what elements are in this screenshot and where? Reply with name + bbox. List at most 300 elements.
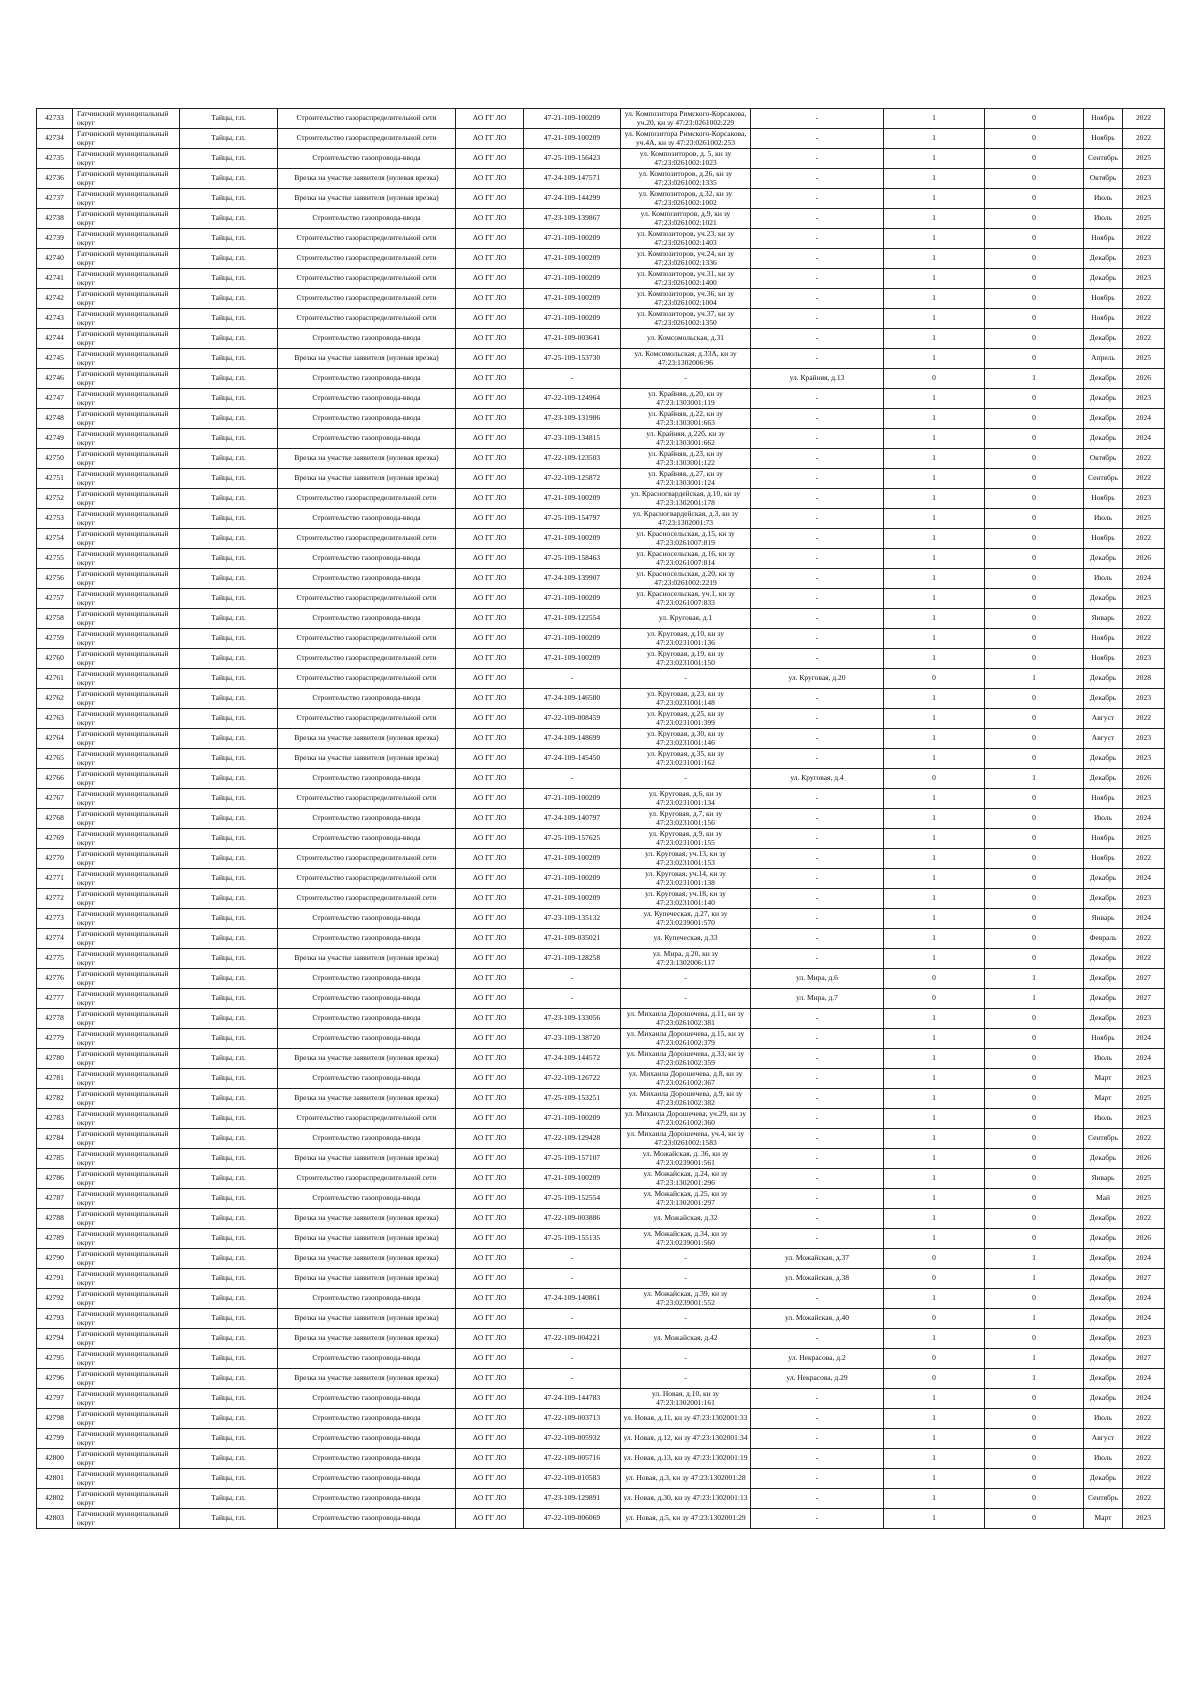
work-type-cell: Строительство газопровода-ввода [278, 329, 456, 349]
row-id-cell: 42741 [37, 269, 73, 289]
count-cell: 1 [884, 1289, 985, 1309]
planned-address-cell: - [751, 889, 884, 909]
planned-count-cell: 0 [985, 1329, 1084, 1349]
organization-cell: АО ГГ ЛО [456, 1029, 524, 1049]
address-cell: ул. Михаила Дорошечева, д.9, кн зу 47:23:0261002:382 [621, 1089, 751, 1109]
planned-address-cell: - [751, 389, 884, 409]
settlement-cell: Тайцы, г.п. [180, 189, 278, 209]
settlement-cell: Тайцы, г.п. [180, 1229, 278, 1249]
settlement-cell: Тайцы, г.п. [180, 1309, 278, 1329]
work-type-cell: Строительство газопровода-ввода [278, 609, 456, 629]
month-cell: Март [1084, 1509, 1123, 1529]
district-cell: Гатчинский муниципальный округ [73, 189, 180, 209]
count-cell: 1 [884, 1029, 985, 1049]
work-type-cell: Строительство газопровода-ввода [278, 429, 456, 449]
tech-conditions-cell: 47-24-109-144572 [524, 1049, 621, 1069]
table-row [37, 149, 1165, 169]
planned-address-cell: - [751, 1489, 884, 1509]
table-row [37, 1469, 1165, 1489]
table-row [37, 429, 1165, 449]
tech-conditions-cell: 47-21-109-100209 [524, 309, 621, 329]
year-cell: 2022 [1123, 1409, 1165, 1429]
work-type-cell: Строительство газораспределительной сети [278, 849, 456, 869]
row-id-cell: 42750 [37, 449, 73, 469]
planned-address-cell: ул. Можайская, д.40 [751, 1309, 884, 1329]
row-id-cell: 42760 [37, 649, 73, 669]
year-cell: 2026 [1123, 769, 1165, 789]
row-id-cell: 42758 [37, 609, 73, 629]
month-cell: Июль [1084, 1409, 1123, 1429]
planned-address-cell: - [751, 929, 884, 949]
month-cell: Декабрь [1084, 1469, 1123, 1489]
month-cell: Декабрь [1084, 1269, 1123, 1289]
address-cell: ул. Круговая, уч.13, кн зу 47:23:0231001:153 [621, 849, 751, 869]
work-type-cell: Строительство газопровода-ввода [278, 369, 456, 389]
settlement-cell: Тайцы, г.п. [180, 669, 278, 689]
planned-count-cell: 0 [985, 829, 1084, 849]
address-cell: ул. Комсомольская, д.31 [621, 329, 751, 349]
address-cell: ул. Красногвардейская, д.3, кн зу 47:23:1302001:73 [621, 509, 751, 529]
year-cell: 2022 [1123, 1129, 1165, 1149]
row-id-cell: 42783 [37, 1109, 73, 1129]
work-type-cell: Строительство газопровода-ввода [278, 509, 456, 529]
year-cell: 2023 [1123, 689, 1165, 709]
row-id-cell: 42747 [37, 389, 73, 409]
address-cell: ул. Михаила Дорошечева, д.11, кн зу 47:23:0261002:381 [621, 1009, 751, 1029]
organization-cell: АО ГГ ЛО [456, 169, 524, 189]
tech-conditions-cell: 47-24-109-144299 [524, 189, 621, 209]
table-row [37, 349, 1165, 369]
planned-address-cell: ул. Круговая, д.4 [751, 769, 884, 789]
organization-cell: АО ГГ ЛО [456, 1229, 524, 1249]
tech-conditions-cell: 47-24-109-147571 [524, 169, 621, 189]
organization-cell: АО ГГ ЛО [456, 789, 524, 809]
month-cell: Ноябрь [1084, 309, 1123, 329]
planned-address-cell: ул. Некрасова, д.29 [751, 1369, 884, 1389]
table-row [37, 509, 1165, 529]
planned-count-cell: 0 [985, 529, 1084, 549]
year-cell: 2022 [1123, 289, 1165, 309]
tech-conditions-cell: 47-25-109-156423 [524, 149, 621, 169]
table-row [37, 609, 1165, 629]
settlement-cell: Тайцы, г.п. [180, 789, 278, 809]
tech-conditions-cell: 47-21-109-100209 [524, 629, 621, 649]
count-cell: 1 [884, 529, 985, 549]
organization-cell: АО ГГ ЛО [456, 1249, 524, 1269]
planned-count-cell: 0 [985, 1029, 1084, 1049]
month-cell: Сентябрь [1084, 149, 1123, 169]
district-cell: Гатчинский муниципальный округ [73, 889, 180, 909]
tech-conditions-cell: 47-25-109-153730 [524, 349, 621, 369]
planned-address-cell: ул. Можайская, д.38 [751, 1269, 884, 1289]
district-cell: Гатчинский муниципальный округ [73, 129, 180, 149]
row-id-cell: 42803 [37, 1509, 73, 1529]
tech-conditions-cell: 47-22-109-003886 [524, 1209, 621, 1229]
tech-conditions-cell: 47-25-109-155135 [524, 1229, 621, 1249]
work-type-cell: Строительство газопровода-ввода [278, 689, 456, 709]
year-cell: 2026 [1123, 1229, 1165, 1249]
organization-cell: АО ГГ ЛО [456, 569, 524, 589]
count-cell: 1 [884, 709, 985, 729]
settlement-cell: Тайцы, г.п. [180, 1329, 278, 1349]
count-cell: 1 [884, 349, 985, 369]
year-cell: 2024 [1123, 1289, 1165, 1309]
count-cell: 1 [884, 949, 985, 969]
month-cell: Август [1084, 1429, 1123, 1449]
settlement-cell: Тайцы, г.п. [180, 729, 278, 749]
work-type-cell: Строительство газораспределительной сети [278, 649, 456, 669]
tech-conditions-cell: 47-22-109-006069 [524, 1509, 621, 1529]
tech-conditions-cell: 47-22-109-010583 [524, 1469, 621, 1489]
month-cell: Декабрь [1084, 549, 1123, 569]
district-cell: Гатчинский муниципальный округ [73, 729, 180, 749]
count-cell: 1 [884, 1149, 985, 1169]
settlement-cell: Тайцы, г.п. [180, 129, 278, 149]
settlement-cell: Тайцы, г.п. [180, 529, 278, 549]
planned-count-cell: 0 [985, 229, 1084, 249]
count-cell: 1 [884, 1189, 985, 1209]
work-type-cell: Строительство газопровода-ввода [278, 1409, 456, 1429]
tech-conditions-cell: 47-24-109-148699 [524, 729, 621, 749]
count-cell: 1 [884, 109, 985, 129]
organization-cell: АО ГГ ЛО [456, 209, 524, 229]
table-row [37, 829, 1165, 849]
address-cell: ул. Можайская, д.24, кн зу 47:23:1302001:296 [621, 1169, 751, 1189]
address-cell: ул. Михаила Дорошечева, уч.29, кн зу 47:23:0261002:360 [621, 1109, 751, 1129]
address-cell: - [621, 1309, 751, 1329]
settlement-cell: Тайцы, г.п. [180, 1129, 278, 1149]
address-cell: ул. Красносельская, д.20, кн зу 47:23:0261002:2219 [621, 569, 751, 589]
organization-cell: АО ГГ ЛО [456, 249, 524, 269]
settlement-cell: Тайцы, г.п. [180, 1409, 278, 1429]
month-cell: Август [1084, 729, 1123, 749]
organization-cell: АО ГГ ЛО [456, 409, 524, 429]
year-cell: 2025 [1123, 1189, 1165, 1209]
year-cell: 2023 [1123, 1069, 1165, 1089]
month-cell: Декабрь [1084, 1289, 1123, 1309]
district-cell: Гатчинский муниципальный округ [73, 529, 180, 549]
settlement-cell: Тайцы, г.п. [180, 869, 278, 889]
planned-address-cell: - [751, 909, 884, 929]
planned-address-cell: - [751, 489, 884, 509]
year-cell: 2022 [1123, 109, 1165, 129]
planned-address-cell: - [751, 1329, 884, 1349]
settlement-cell: Тайцы, г.п. [180, 1029, 278, 1049]
settlement-cell: Тайцы, г.п. [180, 569, 278, 589]
row-id-cell: 42754 [37, 529, 73, 549]
tech-conditions-cell: 47-21-109-035021 [524, 929, 621, 949]
planned-address-cell: - [751, 429, 884, 449]
tech-conditions-cell: 47-25-109-152554 [524, 1189, 621, 1209]
address-cell: ул. Композитора Римского-Корсакова, уч.20, кн зу 47:23:0261002:229 [621, 109, 751, 129]
organization-cell: АО ГГ ЛО [456, 529, 524, 549]
table-row [37, 449, 1165, 469]
address-cell: ул. Михаила Дорошечева, д.8, кн зу 47:23:0261002:367 [621, 1069, 751, 1089]
row-id-cell: 42778 [37, 1009, 73, 1029]
planned-address-cell: - [751, 329, 884, 349]
row-id-cell: 42775 [37, 949, 73, 969]
row-id-cell: 42795 [37, 1349, 73, 1369]
year-cell: 2022 [1123, 329, 1165, 349]
organization-cell: АО ГГ ЛО [456, 1389, 524, 1409]
tech-conditions-cell: - [524, 1249, 621, 1269]
district-cell: Гатчинский муниципальный округ [73, 149, 180, 169]
tech-conditions-cell: 47-21-109-003641 [524, 329, 621, 349]
year-cell: 2027 [1123, 1349, 1165, 1369]
work-type-cell: Строительство газораспределительной сети [278, 869, 456, 889]
month-cell: Ноябрь [1084, 289, 1123, 309]
table-row [37, 729, 1165, 749]
month-cell: Декабрь [1084, 889, 1123, 909]
work-type-cell: Строительство газопровода-ввода [278, 809, 456, 829]
work-type-cell: Строительство газопровода-ввода [278, 1129, 456, 1149]
month-cell: Декабрь [1084, 949, 1123, 969]
row-id-cell: 42764 [37, 729, 73, 749]
planned-address-cell: - [751, 949, 884, 969]
planned-count-cell: 1 [985, 1309, 1084, 1329]
row-id-cell: 42757 [37, 589, 73, 609]
organization-cell: АО ГГ ЛО [456, 289, 524, 309]
year-cell: 2024 [1123, 429, 1165, 449]
row-id-cell: 42785 [37, 1149, 73, 1169]
row-id-cell: 42779 [37, 1029, 73, 1049]
address-cell: - [621, 1269, 751, 1289]
year-cell: 2024 [1123, 1049, 1165, 1069]
planned-count-cell: 0 [985, 1069, 1084, 1089]
planned-count-cell: 0 [985, 609, 1084, 629]
work-type-cell: Строительство газораспределительной сети [278, 229, 456, 249]
settlement-cell: Тайцы, г.п. [180, 209, 278, 229]
organization-cell: АО ГГ ЛО [456, 1169, 524, 1189]
planned-address-cell: - [751, 1189, 884, 1209]
table-row [37, 889, 1165, 909]
month-cell: Июль [1084, 1449, 1123, 1469]
count-cell: 1 [884, 909, 985, 929]
table-row [37, 769, 1165, 789]
count-cell: 1 [884, 1209, 985, 1229]
district-cell: Гатчинский муниципальный округ [73, 409, 180, 429]
month-cell: Декабрь [1084, 589, 1123, 609]
row-id-cell: 42752 [37, 489, 73, 509]
year-cell: 2022 [1123, 309, 1165, 329]
count-cell: 1 [884, 1469, 985, 1489]
address-cell: ул. Можайская, д.25, кн зу 47:23:1302001:297 [621, 1189, 751, 1209]
count-cell: 0 [884, 1309, 985, 1329]
organization-cell: АО ГГ ЛО [456, 1429, 524, 1449]
tech-conditions-cell: 47-21-109-100209 [524, 789, 621, 809]
tech-conditions-cell: 47-21-109-100209 [524, 869, 621, 889]
organization-cell: АО ГГ ЛО [456, 1489, 524, 1509]
organization-cell: АО ГГ ЛО [456, 1089, 524, 1109]
work-type-cell: Строительство газораспределительной сети [278, 489, 456, 509]
year-cell: 2022 [1123, 1209, 1165, 1229]
count-cell: 1 [884, 149, 985, 169]
settlement-cell: Тайцы, г.п. [180, 749, 278, 769]
work-type-cell: Строительство газопровода-ввода [278, 989, 456, 1009]
planned-address-cell: - [751, 449, 884, 469]
table-row [37, 1489, 1165, 1509]
row-id-cell: 42766 [37, 769, 73, 789]
table-row [37, 1149, 1165, 1169]
district-cell: Гатчинский муниципальный округ [73, 349, 180, 369]
table-row [37, 169, 1165, 189]
district-cell: Гатчинский муниципальный округ [73, 1049, 180, 1069]
planned-address-cell: - [751, 649, 884, 669]
work-type-cell: Врезка на участке заявителя (нулевая врезка) [278, 1269, 456, 1289]
district-cell: Гатчинский муниципальный округ [73, 169, 180, 189]
planned-address-cell: ул. Можайская, д.37 [751, 1249, 884, 1269]
organization-cell: АО ГГ ЛО [456, 1329, 524, 1349]
planned-address-cell: - [751, 409, 884, 429]
district-cell: Гатчинский муниципальный округ [73, 869, 180, 889]
planned-address-cell: - [751, 549, 884, 569]
row-id-cell: 42794 [37, 1329, 73, 1349]
planned-address-cell: - [751, 1229, 884, 1249]
organization-cell: АО ГГ ЛО [456, 1189, 524, 1209]
organization-cell: АО ГГ ЛО [456, 1469, 524, 1489]
address-cell: ул. Новая, д.5, кн зу 47:23:1302001:29 [621, 1509, 751, 1529]
month-cell: Декабрь [1084, 1009, 1123, 1029]
table-row [37, 469, 1165, 489]
address-cell: ул. Можайская, д.34, кн зу 47:23:0239001:560 [621, 1229, 751, 1249]
district-cell: Гатчинский муниципальный округ [73, 789, 180, 809]
planned-address-cell: - [751, 1009, 884, 1029]
district-cell: Гатчинский муниципальный округ [73, 1129, 180, 1149]
settlement-cell: Тайцы, г.п. [180, 1189, 278, 1209]
organization-cell: АО ГГ ЛО [456, 869, 524, 889]
settlement-cell: Тайцы, г.п. [180, 1169, 278, 1189]
year-cell: 2022 [1123, 529, 1165, 549]
district-cell: Гатчинский муниципальный округ [73, 1409, 180, 1429]
work-type-cell: Строительство газопровода-ввода [278, 1509, 456, 1529]
tech-conditions-cell: 47-22-109-125872 [524, 469, 621, 489]
year-cell: 2023 [1123, 249, 1165, 269]
settlement-cell: Тайцы, г.п. [180, 489, 278, 509]
address-cell: ул. Композиторов, уч.37, кн зу 47:23:0261002:1350 [621, 309, 751, 329]
year-cell: 2023 [1123, 729, 1165, 749]
month-cell: Декабрь [1084, 249, 1123, 269]
planned-count-cell: 0 [985, 1409, 1084, 1429]
organization-cell: АО ГГ ЛО [456, 189, 524, 209]
table-row [37, 209, 1165, 229]
address-cell: ул. Комсомольская, д.33А, кн зу 47:23:1302006:96 [621, 349, 751, 369]
count-cell: 1 [884, 1509, 985, 1529]
planned-address-cell: - [751, 709, 884, 729]
work-type-cell: Врезка на участке заявителя (нулевая врезка) [278, 469, 456, 489]
month-cell: Ноябрь [1084, 1029, 1123, 1049]
year-cell: 2023 [1123, 1009, 1165, 1029]
organization-cell: АО ГГ ЛО [456, 589, 524, 609]
work-type-cell: Строительство газораспределительной сети [278, 789, 456, 809]
work-type-cell: Строительство газораспределительной сети [278, 289, 456, 309]
count-cell: 1 [884, 449, 985, 469]
count-cell: 0 [884, 1249, 985, 1269]
district-cell: Гатчинский муниципальный округ [73, 1369, 180, 1389]
month-cell: Декабрь [1084, 1369, 1123, 1389]
tech-conditions-cell: 47-22-109-004221 [524, 1329, 621, 1349]
table-row [37, 909, 1165, 929]
data-table [36, 108, 1165, 1529]
address-cell: ул. Композиторов, д. 5, кн зу 47:23:0261002:1023 [621, 149, 751, 169]
work-type-cell: Строительство газораспределительной сети [278, 1169, 456, 1189]
year-cell: 2024 [1123, 869, 1165, 889]
month-cell: Ноябрь [1084, 129, 1123, 149]
row-id-cell: 42790 [37, 1249, 73, 1269]
settlement-cell: Тайцы, г.п. [180, 289, 278, 309]
year-cell: 2025 [1123, 149, 1165, 169]
tech-conditions-cell: 47-21-109-100209 [524, 249, 621, 269]
address-cell: ул. Крайняя, д.27, кн зу 47:23:1303001:124 [621, 469, 751, 489]
district-cell: Гатчинский муниципальный округ [73, 1189, 180, 1209]
organization-cell: АО ГГ ЛО [456, 389, 524, 409]
district-cell: Гатчинский муниципальный округ [73, 329, 180, 349]
district-cell: Гатчинский муниципальный округ [73, 569, 180, 589]
month-cell: Декабрь [1084, 1149, 1123, 1169]
settlement-cell: Тайцы, г.п. [180, 709, 278, 729]
settlement-cell: Тайцы, г.п. [180, 449, 278, 469]
count-cell: 0 [884, 669, 985, 689]
address-cell: ул. Круговая, уч.14, кн зу 47:23:0231001:138 [621, 869, 751, 889]
count-cell: 1 [884, 869, 985, 889]
table-row [37, 1089, 1165, 1109]
count-cell: 0 [884, 1349, 985, 1369]
table-row [37, 1169, 1165, 1189]
year-cell: 2022 [1123, 469, 1165, 489]
district-cell: Гатчинский муниципальный округ [73, 949, 180, 969]
tech-conditions-cell: 47-21-109-100209 [524, 529, 621, 549]
address-cell: ул. Круговая, уч.18, кн зу 47:23:0231001:140 [621, 889, 751, 909]
settlement-cell: Тайцы, г.п. [180, 1089, 278, 1109]
year-cell: 2027 [1123, 989, 1165, 1009]
row-id-cell: 42791 [37, 1269, 73, 1289]
district-cell: Гатчинский муниципальный округ [73, 1469, 180, 1489]
organization-cell: АО ГГ ЛО [456, 849, 524, 869]
district-cell: Гатчинский муниципальный округ [73, 1009, 180, 1029]
settlement-cell: Тайцы, г.п. [180, 1069, 278, 1089]
planned-address-cell: - [751, 1069, 884, 1089]
tech-conditions-cell: - [524, 1269, 621, 1289]
district-cell: Гатчинский муниципальный округ [73, 909, 180, 929]
organization-cell: АО ГГ ЛО [456, 1309, 524, 1329]
row-id-cell: 42762 [37, 689, 73, 709]
planned-count-cell: 0 [985, 1489, 1084, 1509]
organization-cell: АО ГГ ЛО [456, 1049, 524, 1069]
row-id-cell: 42739 [37, 229, 73, 249]
planned-count-cell: 0 [985, 549, 1084, 569]
settlement-cell: Тайцы, г.п. [180, 329, 278, 349]
address-cell: ул. Композиторов, д.9, кн зу 47:23:0261002:1021 [621, 209, 751, 229]
table-row [37, 129, 1165, 149]
settlement-cell: Тайцы, г.п. [180, 589, 278, 609]
table-row [37, 1029, 1165, 1049]
address-cell: ул. Купеческая, д.33 [621, 929, 751, 949]
table-row [37, 489, 1165, 509]
month-cell: Декабрь [1084, 429, 1123, 449]
address-cell: ул. Можайская, д.32 [621, 1209, 751, 1229]
year-cell: 2023 [1123, 489, 1165, 509]
month-cell: Январь [1084, 609, 1123, 629]
month-cell: Декабрь [1084, 369, 1123, 389]
address-cell: ул. Композиторов, д.26, кн зу 47:23:0261002:1335 [621, 169, 751, 189]
planned-count-cell: 0 [985, 889, 1084, 909]
year-cell: 2023 [1123, 889, 1165, 909]
work-type-cell: Строительство газопровода-ввода [278, 549, 456, 569]
table-row [37, 309, 1165, 329]
tech-conditions-cell: 47-25-109-157107 [524, 1149, 621, 1169]
settlement-cell: Тайцы, г.п. [180, 929, 278, 949]
settlement-cell: Тайцы, г.п. [180, 1249, 278, 1269]
settlement-cell: Тайцы, г.п. [180, 229, 278, 249]
